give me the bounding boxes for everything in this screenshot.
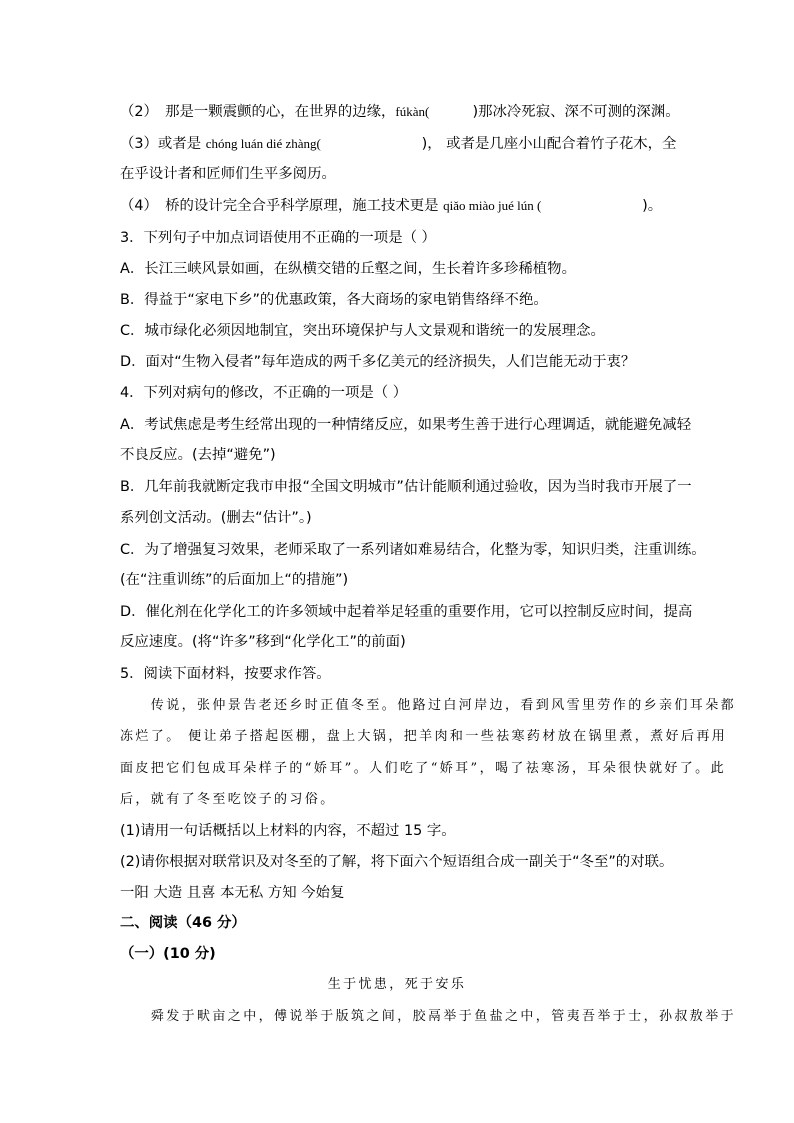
q4-option-c-cont: (在“注重训练”的后面加上“的措施”) bbox=[120, 572, 349, 588]
fill-item-text: （2） 那是一颗震颤的心，在世界的边缘， bbox=[120, 104, 396, 120]
pinyin-text: chóng luán dié zhàng( bbox=[205, 136, 321, 151]
fill-item-4 bbox=[120, 196, 662, 216]
q5-phrases: 一阳 大造 且喜 本无私 方知 今始复 bbox=[120, 885, 345, 901]
fill-item-text: )。 bbox=[642, 198, 663, 214]
q3-option-d[interactable]: D．面对“生物入侵者”每年造成的两千多亿美元的经济损失，人们岂能无动于衷？ bbox=[120, 354, 636, 370]
answer-blank[interactable] bbox=[429, 104, 472, 120]
q3-stem: 3．下列句子中加点词语使用不正确的一项是（ ） bbox=[120, 230, 436, 246]
q5-stem: 5．阅读下面材料，按要求作答。 bbox=[120, 666, 331, 682]
fill-item-text: 在乎设计者和匠师们生平多阅历。 bbox=[120, 166, 336, 182]
section-2-title: 二、阅读（46 分） bbox=[120, 915, 246, 931]
fill-item-2 bbox=[120, 102, 680, 122]
q4-option-a[interactable]: A．考试焦虑是考生经常出现的一种情绪反应，如果考生善于进行心理调适，就能避免减轻 bbox=[120, 417, 692, 433]
q5-sub2: (2)请你根据对联常识及对冬至的了解，将下面六个短语组合成一副关于“冬至”的对联。 bbox=[120, 854, 674, 870]
pinyin-text: fúkàn( bbox=[395, 104, 430, 119]
article-first-line: 舜发于畎亩之中，傅说举于版筑之间，胶鬲举于鱼盐之中，管夷吾举于士，孙叔敖举于 bbox=[120, 1009, 737, 1024]
q4-option-c[interactable]: C．为了增强复习效果，老师采取了一系列诸如难易结合，化整为零，知识归类，注重训练。 bbox=[120, 542, 706, 558]
answer-blank[interactable] bbox=[541, 198, 642, 214]
fill-item-text: )那冰冷死寂、深不可测的深渊。 bbox=[472, 104, 680, 120]
q5-material-line: 后，就有了冬至吃饺子的习俗。 bbox=[120, 792, 336, 807]
q3-option-b[interactable]: B．得益于“家电下乡”的优惠政策，各大商场的家电销售络绎不绝。 bbox=[120, 292, 548, 308]
q5-material-line: 冻烂了。 便让弟子搭起医棚，盘上大锅，把羊肉和一些祛寒药材放在锅里煮，煮好后再用 bbox=[120, 729, 728, 744]
fill-item-text: （3）或者是 bbox=[120, 136, 206, 152]
article-title: 生于忧患，死于安乐 bbox=[327, 977, 467, 992]
fill-item-text: )， 或者是几座小山配合着竹子花木，全 bbox=[421, 136, 677, 152]
q4-option-d[interactable]: D．催化剂在化学化工的许多领域中起着举足轻重的重要作用，它可以控制反应时间，提高 bbox=[120, 604, 693, 620]
fill-item-3 bbox=[120, 134, 676, 154]
section-2-part-1: （一）(10 分) bbox=[120, 946, 216, 962]
q5-sub1: (1)请用一句话概括以上材料的内容，不超过 15 字。 bbox=[120, 823, 456, 839]
q5-material-line: 面皮把它们包成耳朵样子的“娇耳”。人们吃了“娇耳”，喝了祛寒汤，耳朵很快就好了。此 bbox=[120, 761, 726, 776]
q4-option-b[interactable]: B．几年前我就断定我市申报“全国文明城市”估计能顺利通过验收，因为当时我市开展了一 bbox=[120, 479, 692, 495]
q4-option-d-cont: 反应速度。(将“许多”移到“化学化工”的前面) bbox=[120, 634, 406, 650]
q3-option-a[interactable]: A．长江三峡风景如画，在纵横交错的丘壑之间，生长着许多珍稀植物。 bbox=[120, 261, 576, 277]
q5-material-line: 传说，张仲景告老还乡时正值冬至。他路过白河岸边，看到风雪里劳作的乡亲们耳朵都 bbox=[120, 698, 737, 713]
q4-stem: 4．下列对病句的修改，不正确的一项是（ ） bbox=[120, 385, 408, 401]
q3-option-c[interactable]: C．城市绿化必须因地制宜，突出环境保护与人文景观和谐统一的发展理念。 bbox=[120, 323, 605, 339]
q4-option-a-cont: 不良反应。(去掉“避免”) bbox=[120, 447, 276, 463]
answer-blank[interactable] bbox=[321, 136, 422, 152]
pinyin-text: qiǎo miào jué lún ( bbox=[443, 198, 542, 213]
q4-option-b-cont: 系列创文活动。(删去“估计”。) bbox=[120, 510, 312, 526]
fill-item-text: （4） 桥的设计完全合乎科学原理，施工技术更是 bbox=[120, 198, 444, 214]
fill-item-3-cont bbox=[120, 164, 336, 184]
